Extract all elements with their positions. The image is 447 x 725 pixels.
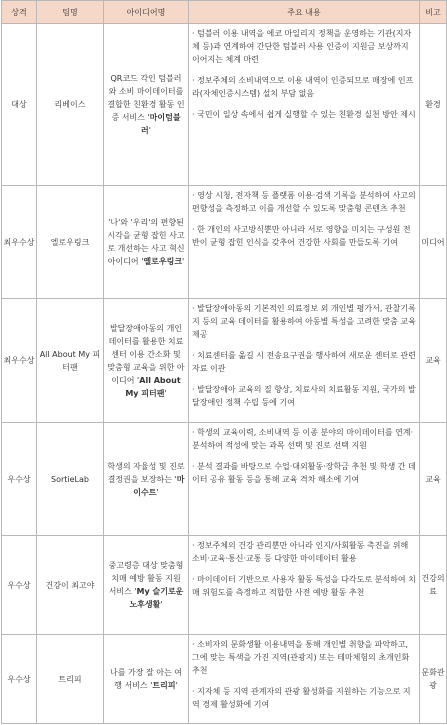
content-cell xyxy=(189,186,420,299)
team-cell: 리베이스 xyxy=(37,24,104,186)
team-cell: All About My 피터팬 xyxy=(37,299,104,423)
award-cell: 대상 xyxy=(2,24,37,186)
content-item: · 발달장애아 교육의 질 향상, 치료사의 치료활동 지원, 국가의 발달장애인 정책 수립 등에 기여 xyxy=(192,385,416,407)
content-cell xyxy=(189,24,420,186)
content-item: · 치료센터를 옮길 시 전송요구권을 행사하여 새로운 센터로 관련 자료 이관 xyxy=(192,351,416,373)
idea-desc: 학생의 자율성 및 진로 결정권을 보장하는 ' xyxy=(107,461,185,484)
idea-quote: ' xyxy=(160,600,163,609)
note-cell: 교육 xyxy=(420,423,447,536)
idea-title: All About My 피터팬 xyxy=(125,375,181,398)
note-cell: 교육 xyxy=(420,299,447,423)
content-item: · 분석 결과를 바탕으로 수업·대외활동·장학금 추천 및 학생 간 데이터 공유 활동 등을 통해 교육 격차 해소에 기여 xyxy=(192,462,416,484)
idea-quote: ' xyxy=(175,681,178,690)
idea-quote: ' xyxy=(164,388,167,398)
idea-cell xyxy=(104,186,189,299)
content-item: · 국민이 일상 속에서 쉽게 실행할 수 있는 친환경 실천 방안 제시 xyxy=(192,110,416,119)
idea-desc: 나를 가장 잘 아는 여행 서비스 ' xyxy=(110,668,182,690)
idea-cell xyxy=(104,536,189,635)
table-row xyxy=(2,186,447,299)
note-cell: 환경 xyxy=(420,24,447,186)
idea-cell xyxy=(104,635,189,724)
table-row xyxy=(2,635,447,724)
content-cell xyxy=(189,423,420,536)
award-cell: 우수상 xyxy=(2,423,37,536)
note-cell: 건강의료 xyxy=(420,536,447,635)
award-cell: 최우수상 xyxy=(2,186,37,299)
idea-title: 마이텀블러 xyxy=(141,113,181,135)
awards-table xyxy=(1,0,447,724)
idea-quote: ' xyxy=(182,257,185,266)
idea-title: 트리피 xyxy=(152,681,176,690)
idea-title: My 슬기로운 노후생활 xyxy=(129,587,184,609)
idea-desc: 발달장애아동의 개인데이터를 활용한 치료센터 이용 간소화 및 맞춤형 교육을 위한 아이디어 ' xyxy=(107,323,185,385)
award-cell: 우수상 xyxy=(2,536,37,635)
award-cell: 우수상 xyxy=(2,635,37,724)
header-idea: 아이디어명 xyxy=(104,1,189,24)
content-item: · 발달장애아동의 기본적인 의료정보 외 개인별 평가서, 관찰기록지 등의 교육 데이터를 활용하여 아동별 특성을 고려한 맞춤 교육 제공 xyxy=(192,304,416,339)
team-cell: SortieLab xyxy=(37,423,104,536)
idea-quote: ' xyxy=(156,487,159,497)
idea-quote: ' xyxy=(148,126,151,135)
idea-title: 마이수트 xyxy=(133,474,185,497)
idea-cell xyxy=(104,24,189,186)
team-cell: 트리피 xyxy=(37,635,104,724)
header-row xyxy=(2,1,447,24)
content-item: · 소비자의 문화생활 이용내역을 통해 개인별 취향을 파악하고, 그에 맞는 특색을 가진 지역(관광지) 또는 테마체험의 초개인화 추천 xyxy=(192,640,410,675)
idea-desc: QR코드 각인 텀블러와 소비 마이데이터를 결합한 친환경 활동 인증 서비스 ' xyxy=(107,74,185,122)
table-row xyxy=(2,423,447,536)
table-row xyxy=(2,299,447,423)
content-item: · 학생의 교육이력, 소비내역 등 이종 분야의 마이데이터를 연계·분석하여 적성에 맞는 과목 선택 및 진로 선택 지원 xyxy=(192,428,414,450)
idea-title: 옐로우링크 xyxy=(143,257,183,266)
content-item: · 한 개인의 사고방식뿐만 아니라 서로 영향을 미치는 구성원 전반이 균형 잡힌 인식을 갖추어 건강한 사회를 만들도록 기여 xyxy=(192,225,411,247)
header-team: 팀명 xyxy=(37,1,104,24)
idea-cell xyxy=(104,299,189,423)
team-cell: 건강이 최고야 xyxy=(37,536,104,635)
content-item: · 영상 시청, 전자책 등 플랫폼 이용·검색 기록을 분석하여 사고의 편향성을 측정하고 이를 개선할 수 있도록 맞춤형 콘텐츠 추천 xyxy=(192,191,416,213)
table-row xyxy=(2,24,447,186)
content-cell xyxy=(189,635,420,724)
content-item: · 지자체 등 지역 관계자의 관광 활성화를 지원하는 기능으로 지역 경제 활성화에 기여 xyxy=(192,687,411,709)
table-row xyxy=(2,536,447,635)
header-award: 상격 xyxy=(2,1,37,24)
content-cell xyxy=(189,299,420,423)
team-cell: 엘로우링크 xyxy=(37,186,104,299)
content-item: · 정보주체의 건강 관리뿐만 아니라 인지/사회활동 촉진을 위해 소비·교육·통신·교통 등 다양한 마이데이터 활용 xyxy=(192,541,409,563)
header-content: 주요 내용 xyxy=(189,1,420,24)
award-cell: 최우수상 xyxy=(2,299,37,423)
content-item: · 텀블러 이용 내역을 에코 마일리지 정책을 운영하는 기관(지자체 등)과 연계하여 간단한 텀블러 사용 인증이 지원금 보상까지 이어지는 체계 마련 xyxy=(192,29,412,64)
idea-cell xyxy=(104,423,189,536)
header-note: 비고 xyxy=(420,1,447,24)
note-cell: 미디어 xyxy=(420,186,447,299)
idea-desc: 중고령층 대상 맞춤형 치매 예방 활동 지원 서비스 ' xyxy=(108,561,184,596)
content-cell xyxy=(189,536,420,635)
note-cell: 문화관광 xyxy=(420,635,447,724)
idea-desc: '나'와 '우리'의 편향된 시각을 균형 잡힌 사고로 개선하는 사고 혁신 아이디어 ' xyxy=(107,218,185,266)
content-item: · 마이데이터 기반으로 사용자 활동 특성을 다각도로 분석하여 치매 위험도를 측정하고 적합한 사전 예방 활동 추천 xyxy=(192,575,416,597)
content-item: · 정보주체의 소비내역으로 이용 내역이 인증되므로 매장에 인프라(자체인증시스템) 설치 부담 없음 xyxy=(192,76,414,98)
